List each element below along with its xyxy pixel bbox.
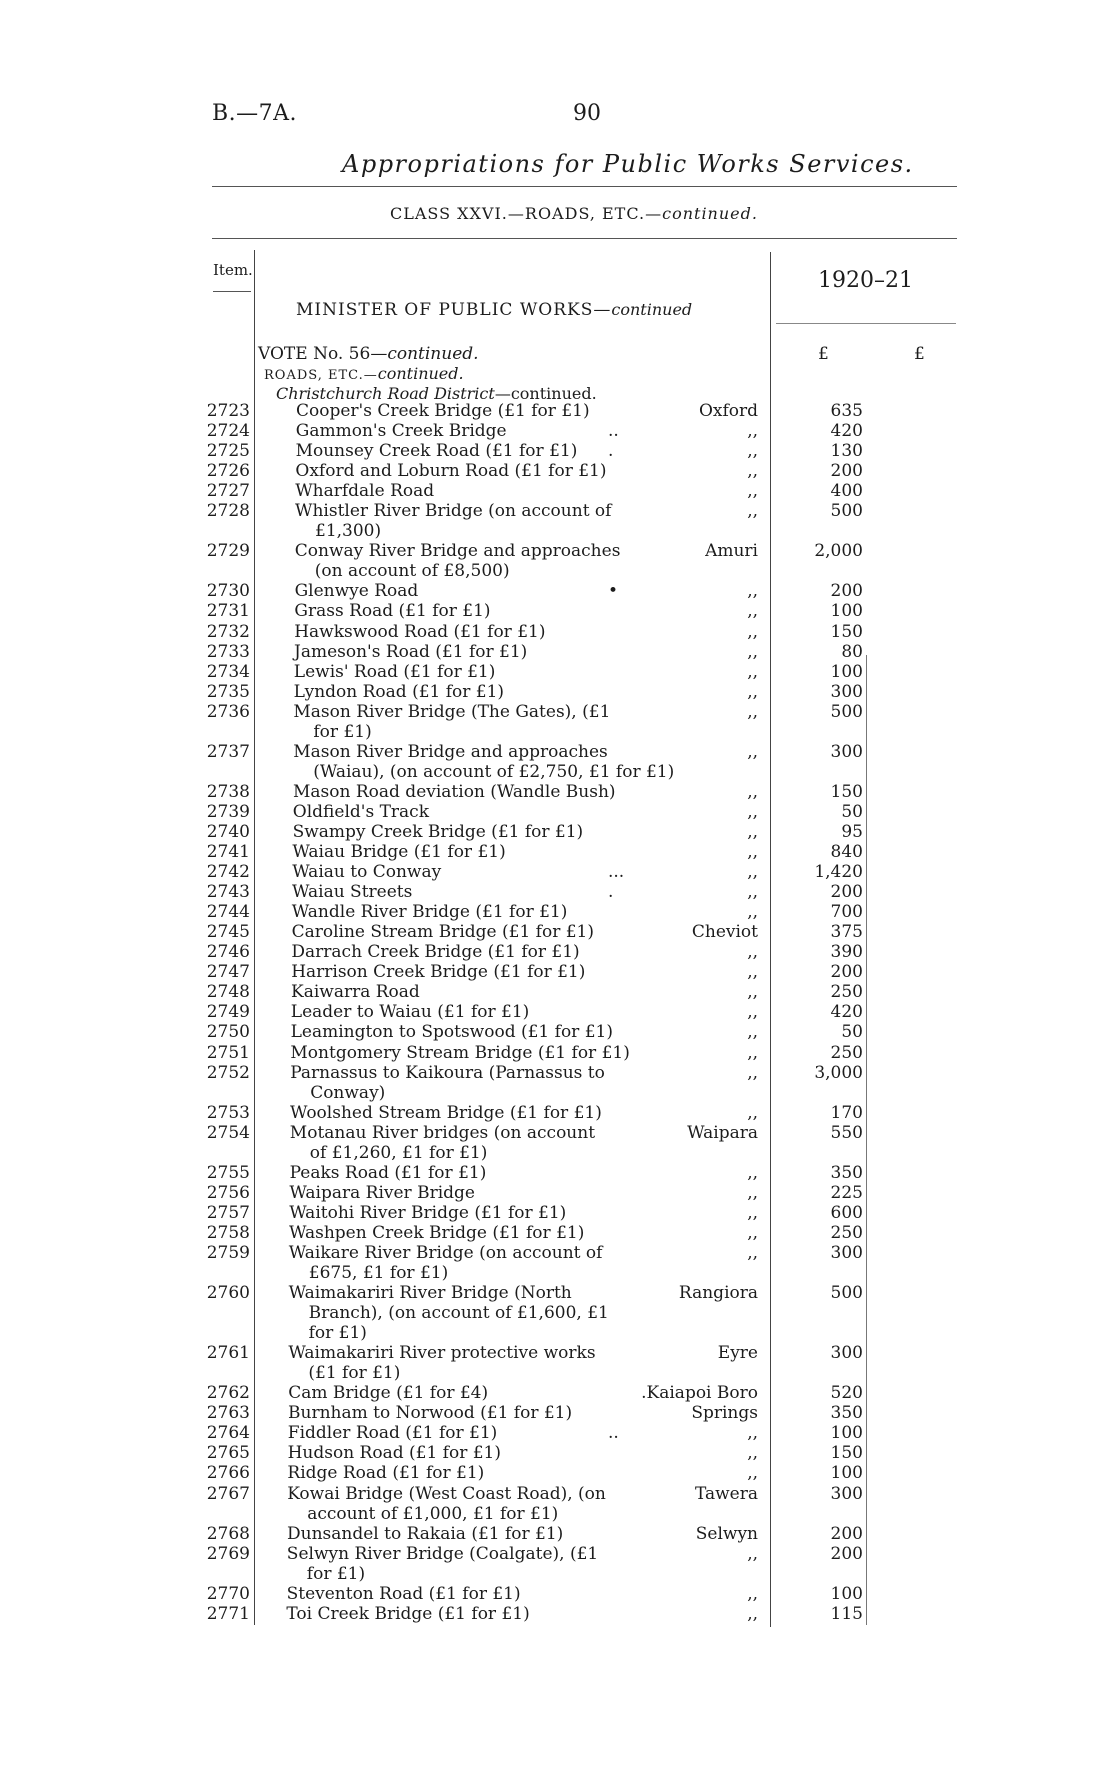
table-row: 2767 Kowai Bridge (West Coast Road), (on account of £1,000, £1 for £1) Tawera 300 <box>0 1484 1114 1524</box>
item-number: 2756 <box>206 1182 250 1203</box>
amount-value: 635 <box>830 401 863 421</box>
amount-value: 400 <box>830 481 863 502</box>
amount-value: 2,000 <box>814 541 863 562</box>
item-number: 2758 <box>206 1222 250 1243</box>
item-number: 2750 <box>206 1022 250 1043</box>
table-row: 2732 Hawkswood Road (£1 for £1) ,, 150 <box>0 622 1114 642</box>
item-number: 2748 <box>206 982 250 1003</box>
item-description-continued: of £1,260, £1 for £1) <box>309 1142 488 1163</box>
table-row: 2738 Mason Road deviation (Wandle Bush) ,, 150 <box>0 782 1114 802</box>
item-number: 2740 <box>206 821 250 842</box>
district-heading-continued: —continued. <box>494 384 597 403</box>
item-description: Hudson Road (£1 for £1) <box>287 1443 502 1464</box>
amount-value: 100 <box>830 1463 863 1484</box>
amount-value: 100 <box>830 661 863 682</box>
amount-value: 150 <box>830 1443 863 1464</box>
item-number: 2746 <box>206 942 250 963</box>
item-number: 2731 <box>206 601 250 622</box>
item-number: 2730 <box>206 581 250 602</box>
amount-value: 350 <box>830 1162 863 1183</box>
amount-value: 250 <box>830 1222 863 1243</box>
item-number: 2752 <box>206 1062 250 1083</box>
page-title: Appropriations for Public Works Services. <box>342 150 914 178</box>
amount-value: 100 <box>830 601 863 622</box>
item-description: Fiddler Road (£1 for £1) <box>287 1423 498 1444</box>
item-description: Mason River Bridge and approaches <box>293 741 608 762</box>
amount-value: 80 <box>841 641 863 662</box>
amount-value: 300 <box>830 681 863 702</box>
item-description: Kaiwarra Road <box>291 982 420 1003</box>
item-column-header: Item. <box>213 261 253 279</box>
item-description: Waimakariri River Bridge (North <box>288 1283 572 1304</box>
item-number: 2729 <box>206 541 250 562</box>
item-number: 2749 <box>206 1002 250 1023</box>
class-heading-continued: continued. <box>662 204 758 223</box>
leader-dots: .. <box>608 1423 619 1444</box>
item-description: Gammon's Creek Bridge <box>295 421 507 442</box>
item-description-continued: for £1) <box>308 1323 367 1344</box>
item-description: Wandle River Bridge (£1 for £1) <box>291 902 568 923</box>
roads-heading-continued: continued. <box>377 364 464 383</box>
item-description-continued: Conway) <box>310 1082 386 1103</box>
item-number: 2733 <box>206 641 250 662</box>
table-row: 2745 Caroline Stream Bridge (£1 for £1) Cheviot 375 <box>0 922 1114 942</box>
table-row: 2724 Gammon's Creek Bridge .. ,, 420 <box>0 421 1114 441</box>
item-description: Mounsey Creek Road (£1 for £1) <box>295 441 578 462</box>
table-row: 2753 Woolshed Stream Bridge (£1 for £1) ,, 170 <box>0 1103 1114 1123</box>
item-description: Waimakariri River protective works <box>288 1343 596 1364</box>
amount-value: 95 <box>841 821 863 842</box>
leader-dots: . <box>608 441 614 462</box>
ministry-heading-continued: continued <box>611 300 693 319</box>
amount-value: 170 <box>830 1102 863 1123</box>
item-number: 2768 <box>206 1523 250 1544</box>
item-description: Mason Road deviation (Wandle Bush) <box>293 781 616 802</box>
table-row: 2759 Waikare River Bridge (on account of £675, £1 for £1) ,, 300 <box>0 1243 1114 1283</box>
table-row: 2754 Motanau River bridges (on account of £1,260, £1 for £1) Waipara 550 <box>0 1123 1114 1163</box>
item-number: 2742 <box>206 862 250 883</box>
vote-heading-text: VOTE No. 56— <box>258 344 388 364</box>
ministry-heading-text: MINISTER OF PUBLIC WORKS— <box>296 300 612 320</box>
table-row: 2744 Wandle River Bridge (£1 for £1) ,, 700 <box>0 902 1114 922</box>
item-number: 2735 <box>206 681 250 702</box>
item-description: Waiau Streets <box>292 882 413 903</box>
amount-value: 500 <box>830 701 863 722</box>
item-description: Washpen Creek Bridge (£1 for £1) <box>289 1222 585 1243</box>
class-heading <box>390 204 758 223</box>
item-description: Caroline Stream Bridge (£1 for £1) <box>291 922 594 943</box>
item-number: 2736 <box>206 701 250 722</box>
item-number: 2739 <box>206 801 250 822</box>
table-row: 2765 Hudson Road (£1 for £1) ,, 150 <box>0 1443 1114 1463</box>
item-description: Waiau Bridge (£1 for £1) <box>292 842 506 863</box>
amount-value: 100 <box>830 1423 863 1444</box>
table-row: 2751 Montgomery Stream Bridge (£1 for £1) ,, 250 <box>0 1043 1114 1063</box>
amount-value: 390 <box>830 942 863 963</box>
amount-value: 200 <box>830 882 863 903</box>
item-description: Waiau to Conway <box>292 862 442 883</box>
item-header-rule <box>213 291 251 292</box>
item-description: Oxford and Loburn Road (£1 for £1) <box>295 461 607 482</box>
table-row: 2768 Dunsandel to Rakaia (£1 for £1) Selwyn 200 <box>0 1524 1114 1544</box>
amount-value: 350 <box>830 1403 863 1424</box>
item-description: Woolshed Stream Bridge (£1 for £1) <box>290 1102 602 1123</box>
table-row: 2735 Lyndon Road (£1 for £1) ,, 300 <box>0 682 1114 702</box>
amount-value: 200 <box>830 1523 863 1544</box>
amount-value: 250 <box>830 1042 863 1063</box>
item-description: Peaks Road (£1 for £1) <box>289 1162 487 1183</box>
table-row: 2740 Swampy Creek Bridge (£1 for £1) ,, 95 <box>0 822 1114 842</box>
table-row: 2727 Wharfdale Road ,, 400 <box>0 481 1114 501</box>
table-row: 2762 Cam Bridge (£1 for £4) Kaiapoi Boro. 520 <box>0 1383 1114 1403</box>
amount-value: 500 <box>830 1283 863 1304</box>
item-description: Steventon Road (£1 for £1) <box>286 1583 521 1604</box>
amount-value: 200 <box>830 461 863 482</box>
item-description: Cam Bridge (£1 for £4) <box>288 1383 489 1404</box>
item-description: Kowai Bridge (West Coast Road), (on <box>287 1483 606 1504</box>
amount-value: 200 <box>830 1543 863 1564</box>
item-number: 2725 <box>206 441 250 462</box>
item-description: Dunsandel to Rakaia (£1 for £1) <box>287 1523 564 1544</box>
item-number: 2728 <box>206 501 250 522</box>
leader-dots: ... <box>608 862 625 883</box>
table-row: 2743 Waiau Streets . ,, 200 <box>0 882 1114 902</box>
amount-value: 200 <box>830 962 863 983</box>
table-row: 2760 Waimakariri River Bridge (North Branch), (on account of £1,600, £1 for £1) Rangiora 500 <box>0 1283 1114 1343</box>
item-description-continued: for £1) <box>313 721 372 742</box>
vote-heading-continued: continued. <box>387 344 479 364</box>
amount-value: 115 <box>830 1603 863 1624</box>
item-description: Waipara River Bridge <box>289 1182 475 1203</box>
item-description: Mason River Bridge (The Gates), (£1 <box>293 701 611 722</box>
item-description-continued: Branch), (on account of £1,600, £1 <box>308 1303 609 1324</box>
amount-value: 50 <box>841 801 863 822</box>
item-number: 2738 <box>206 781 250 802</box>
leader-dots: .. <box>608 421 619 442</box>
item-number: 2764 <box>206 1423 250 1444</box>
amount-value: 50 <box>841 1022 863 1043</box>
item-number: 2724 <box>206 421 250 442</box>
item-description: Selwyn River Bridge (Coalgate), (£1 <box>286 1543 599 1564</box>
table-row: 2729 Conway River Bridge and approaches (on account of £8,500) Amuri 2,000 <box>0 541 1114 581</box>
item-description: Ridge Road (£1 for £1) <box>287 1463 485 1484</box>
year-header-rule <box>776 323 956 324</box>
amount-value: 840 <box>830 842 863 863</box>
table-row: 2758 Washpen Creek Bridge (£1 for £1) ,, 250 <box>0 1223 1114 1243</box>
amount-value: 200 <box>830 581 863 602</box>
table-row: 2749 Leader to Waiau (£1 for £1) ,, 420 <box>0 1002 1114 1022</box>
amount-value: 1,420 <box>814 862 863 883</box>
amount-value: 150 <box>830 621 863 642</box>
table-row: 2736 Mason River Bridge (The Gates), (£1 for £1) ,, 500 <box>0 702 1114 742</box>
table-row: 2728 Whistler River Bridge (on account of £1,300) ,, 500 <box>0 501 1114 541</box>
table-row: 2748 Kaiwarra Road ,, 250 <box>0 982 1114 1002</box>
roads-heading <box>264 364 464 383</box>
appropriations-table <box>0 401 1114 1624</box>
amount-value: 420 <box>830 421 863 442</box>
amount-value: 300 <box>830 1483 863 1504</box>
item-number: 2759 <box>206 1242 250 1263</box>
amount-value: 550 <box>830 1122 863 1143</box>
item-number: 2723 <box>206 401 250 421</box>
ministry-heading <box>296 300 692 320</box>
table-row: 2761 Waimakariri River protective works (£1 for £1) Eyre 300 <box>0 1343 1114 1383</box>
table-row: 2739 Oldfield's Track ,, 50 <box>0 802 1114 822</box>
amount-value: 700 <box>830 902 863 923</box>
table-row: 2756 Waipara River Bridge ,, 225 <box>0 1183 1114 1203</box>
table-row: 2742 Waiau to Conway ... ,, 1,420 <box>0 862 1114 882</box>
table-row: 2766 Ridge Road (£1 for £1) ,, 100 <box>0 1463 1114 1483</box>
vote-heading <box>258 344 479 364</box>
item-number: 2766 <box>206 1463 250 1484</box>
item-number: 2737 <box>206 741 250 762</box>
item-number: 2757 <box>206 1202 250 1223</box>
district-heading-text: Christchurch Road District <box>276 384 495 403</box>
item-description-continued: £1,300) <box>315 521 382 542</box>
amount-value: 3,000 <box>814 1062 863 1083</box>
item-number: 2760 <box>206 1283 250 1304</box>
table-top-rule <box>212 238 957 239</box>
item-description: Glenwye Road <box>294 581 419 602</box>
table-row: 2741 Waiau Bridge (£1 for £1) ,, 840 <box>0 842 1114 862</box>
page-number: 90 <box>573 101 601 126</box>
item-description-continued: £675, £1 for £1) <box>308 1263 449 1284</box>
leader-dots: • <box>608 581 619 602</box>
item-number: 2754 <box>206 1122 250 1143</box>
amount-value: 100 <box>830 1583 863 1604</box>
table-row: 2750 Leamington to Spotswood (£1 for £1) ,, 50 <box>0 1022 1114 1042</box>
item-number: 2762 <box>206 1383 250 1404</box>
item-description-continued: (on account of £8,500) <box>314 561 510 582</box>
item-description: Lyndon Road (£1 for £1) <box>293 681 505 702</box>
item-number: 2763 <box>206 1403 250 1424</box>
class-heading-text: CLASS XXVI.—ROADS, ETC.— <box>390 204 663 223</box>
item-number: 2734 <box>206 661 250 682</box>
item-description-continued: (Waiau), (on account of £2,750, £1 for £1) <box>313 761 675 782</box>
leader-dots: . <box>608 882 614 903</box>
item-number: 2765 <box>206 1443 250 1464</box>
table-row: 2733 Jameson's Road (£1 for £1) ,, 80 <box>0 642 1114 662</box>
amount-value: 130 <box>830 441 863 462</box>
item-number: 2753 <box>206 1102 250 1123</box>
table-row: 2747 Harrison Creek Bridge (£1 for £1) ,, 200 <box>0 962 1114 982</box>
item-number: 2726 <box>206 461 250 482</box>
table-row: 2769 Selwyn River Bridge (Coalgate), (£1 for £1) ,, 200 <box>0 1544 1114 1584</box>
item-description: Waitohi River Bridge (£1 for £1) <box>289 1202 567 1223</box>
table-row: 2764 Fiddler Road (£1 for £1) .. ,, 100 <box>0 1423 1114 1443</box>
item-number: 2771 <box>206 1603 250 1624</box>
item-number: 2743 <box>206 882 250 903</box>
table-row: 2763 Burnham to Norwood (£1 for £1) Springs 350 <box>0 1403 1114 1423</box>
item-description: Waikare River Bridge (on account of <box>288 1242 603 1263</box>
item-number: 2755 <box>206 1162 250 1183</box>
item-description: Jameson's Road (£1 for £1) <box>294 641 528 662</box>
item-description: Toi Creek Bridge (£1 for £1) <box>286 1603 530 1624</box>
item-number: 2761 <box>206 1343 250 1364</box>
item-description: Montgomery Stream Bridge (£1 for £1) <box>290 1042 630 1063</box>
amount-value: 300 <box>830 741 863 762</box>
amount-value: 300 <box>830 1343 863 1364</box>
amount-value: 520 <box>830 1383 863 1404</box>
table-row: 2770 Steventon Road (£1 for £1) ,, 100 <box>0 1584 1114 1604</box>
item-number: 2747 <box>206 962 250 983</box>
item-number: 2727 <box>206 481 250 502</box>
item-number: 2741 <box>206 842 250 863</box>
item-description: Leamington to Spotswood (£1 for £1) <box>290 1022 613 1043</box>
item-number: 2769 <box>206 1543 250 1564</box>
amount-value: 600 <box>830 1202 863 1223</box>
item-description: Burnham to Norwood (£1 for £1) <box>288 1403 573 1424</box>
item-number: 2745 <box>206 922 250 943</box>
item-description: Lewis' Road (£1 for £1) <box>293 661 496 682</box>
amount-value: 225 <box>830 1182 863 1203</box>
amount-value: 300 <box>830 1242 863 1263</box>
table-row: 2752 Parnassus to Kaikoura (Parnassus to Conway) ,, 3,000 <box>0 1063 1114 1103</box>
item-description: Hawkswood Road (£1 for £1) <box>294 621 546 642</box>
item-description: Oldfield's Track <box>292 801 429 822</box>
item-description: Whistler River Bridge (on account of <box>295 501 612 522</box>
item-description: Wharfdale Road <box>295 481 435 502</box>
table-row: 2730 Glenwye Road • ,, 200 <box>0 581 1114 601</box>
item-description: Leader to Waiau (£1 for £1) <box>290 1002 530 1023</box>
item-description-continued: (£1 for £1) <box>308 1363 401 1384</box>
table-row: 2737 Mason River Bridge and approaches (Waiau), (on account of £2,750, £1 for £1) ,, 300 <box>0 742 1114 782</box>
table-row: 2771 Toi Creek Bridge (£1 for £1) ,, 115 <box>0 1604 1114 1624</box>
item-description: Harrison Creek Bridge (£1 for £1) <box>291 962 586 983</box>
item-number: 2732 <box>206 621 250 642</box>
item-description: Cooper's Creek Bridge (£1 for £1) <box>296 401 590 421</box>
year-column-header: 1920–21 <box>818 268 913 293</box>
item-number: 2751 <box>206 1042 250 1063</box>
table-row: 2725 Mounsey Creek Road (£1 for £1) . ,, 130 <box>0 441 1114 461</box>
amount-value: 375 <box>830 922 863 943</box>
table-row: 2734 Lewis' Road (£1 for £1) ,, 100 <box>0 662 1114 682</box>
amount-value: 150 <box>830 781 863 802</box>
amount-value: 420 <box>830 1002 863 1023</box>
item-description-continued: for £1) <box>306 1563 366 1584</box>
amount-value: 500 <box>830 501 863 522</box>
item-description: Grass Road (£1 for £1) <box>294 601 491 622</box>
roads-heading-text: ROADS, ETC.— <box>264 368 378 383</box>
table-row: 2731 Grass Road (£1 for £1) ,, 100 <box>0 601 1114 621</box>
table-row: 2757 Waitohi River Bridge (£1 for £1) ,, 600 <box>0 1203 1114 1223</box>
item-number: 2770 <box>206 1583 250 1604</box>
item-number: 2744 <box>206 902 250 923</box>
item-description: Parnassus to Kaikoura (Parnassus to <box>290 1062 605 1083</box>
table-row: 2746 Darrach Creek Bridge (£1 for £1) ,, 390 <box>0 942 1114 962</box>
item-description: Swampy Creek Bridge (£1 for £1) <box>292 821 584 842</box>
item-description: Motanau River bridges (on account <box>289 1122 596 1143</box>
title-rule <box>212 186 957 187</box>
document-code: B.—7A. <box>212 101 298 126</box>
amount-value: 250 <box>830 982 863 1003</box>
table-row: 2723 Cooper's Creek Bridge (£1 for £1) Oxford 635 <box>0 401 1114 421</box>
pound-unit-2: £ <box>914 344 925 364</box>
item-description: Darrach Creek Bridge (£1 for £1) <box>291 942 580 963</box>
table-row: 2755 Peaks Road (£1 for £1) ,, 350 <box>0 1163 1114 1183</box>
item-description: Conway River Bridge and approaches <box>294 541 621 562</box>
item-description-continued: account of £1,000, £1 for £1) <box>307 1503 559 1524</box>
item-number: 2767 <box>206 1483 250 1504</box>
pound-unit-1: £ <box>818 344 829 364</box>
table-row: 2726 Oxford and Loburn Road (£1 for £1) ,, 200 <box>0 461 1114 481</box>
